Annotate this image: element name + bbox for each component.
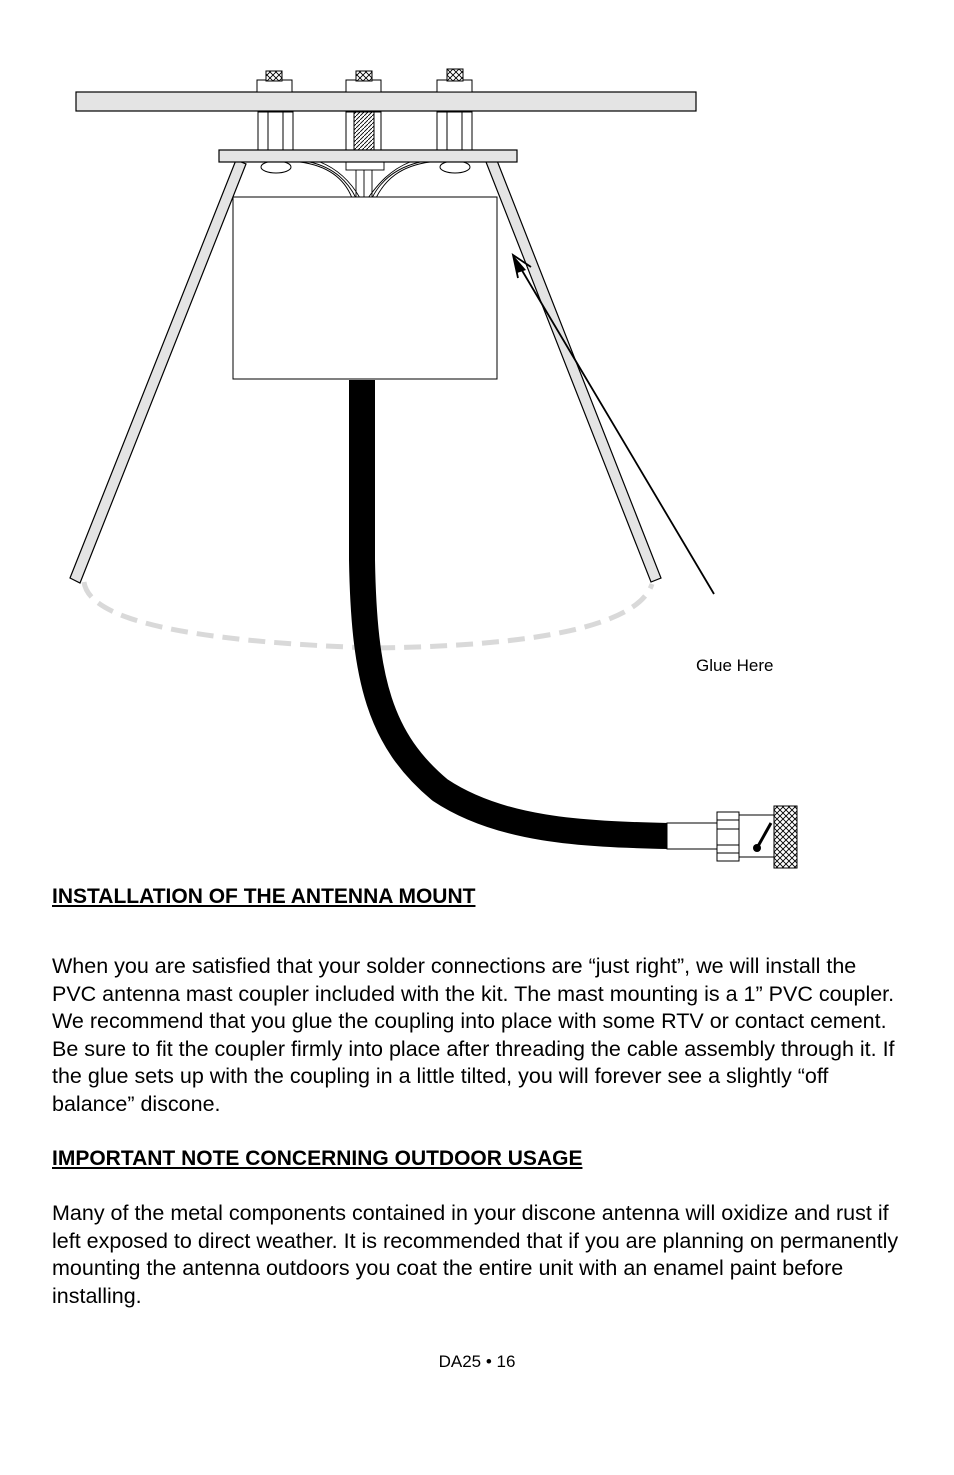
top-nuts [257,69,472,92]
lower-plate [219,150,517,162]
glue-here-arrow [513,255,714,594]
installation-heading: INSTALLATION OF THE ANTENNA MOUNT [52,885,476,908]
left-cone-rod [70,160,246,583]
right-cone-rod [486,158,661,582]
coax-connector [667,806,797,868]
glue-here-label: Glue Here [696,656,774,675]
page-footer: DA25 • 16 [438,1352,516,1371]
spacers [258,112,472,150]
right-washer [440,161,470,173]
left-washer [261,161,291,173]
wire-bundle [300,160,430,198]
outdoor-usage-paragraph: Many of the metal components contained in your discone antenna will oxidize and rust if left exposed to direct weather. It is recommended that if you are planning on permanently mounting the antenna outdoors you coat the entire unit with an enamel paint before installing. [52,1201,899,1308]
coax-cable [362,380,668,836]
top-disc [76,92,696,111]
mounting-hub [233,197,497,379]
installation-paragraph: When you are satisfied that your solder connections are “just right”, we will install the PVC antenna mast coupler included with the kit. The mast mounting is a 1” PVC coupler. We recommend that you glue the coupling into place with some RTV or contact cement. Be sure to fit the coupler firmly into place after threading the cable assembly through it. If the glue sets up with the coupling in a little tilted, you will forever see a slightly “off balance” discone. [52,954,895,1116]
outdoor-usage-heading: IMPORTANT NOTE CONCERNING OUTDOOR USAGE [52,1147,583,1170]
